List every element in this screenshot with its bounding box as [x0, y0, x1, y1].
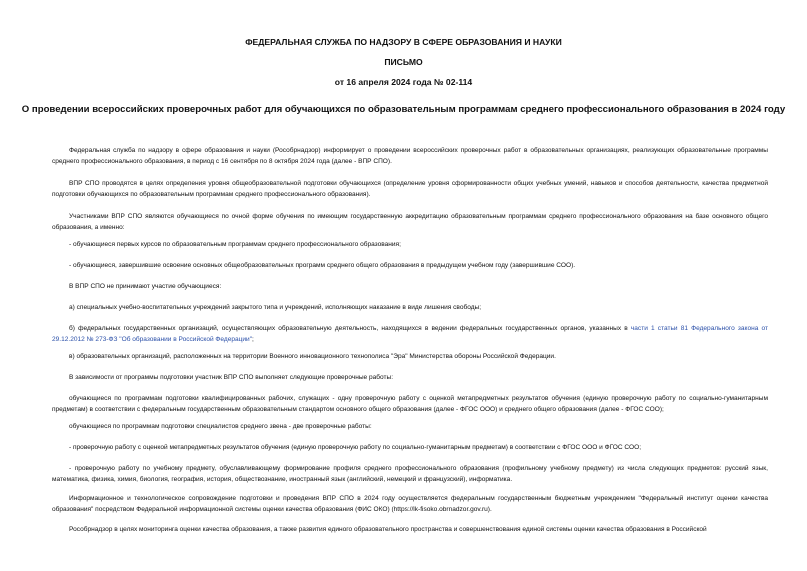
- paragraph-meta-work: - проверочную работу с оценкой метапредметных результатов обучения (единую проверочную работу по социально-гуманитарным предметам) в соответствии с ФГОС ООО и ФГОС СОО;: [69, 444, 642, 451]
- paragraph-item-b: [52, 323, 768, 345]
- paragraph-item-v: в) образовательных организаций, расположенных на территории Военного инновационного технополиса "Эра" Министерства обороны Российской Федерации.: [69, 353, 556, 360]
- paragraph-workers: обучающиеся по программам подготовки квалифицированных рабочих, служащих - одну проверочную работу с оценкой метапредметных результатов обучения (единую проверочную работу по социально-гуманитарным предметам) в соответствии с федеральным государственным образовательным стандартом основного общего образования (далее - ФГОС ООО) и среднего общего образования (далее - ФГОС СОО);: [52, 395, 768, 413]
- paragraph-subject-work: - проверочную работу по учебному предмету, обуславливающему формирование профиля среднего профессионального образования (профильному учебному предмету) из числа следующих предметов: русский язык, математика, физика, химия, биология, география, история, обществознание, иностранный язык (английский, немецкий и французский), информатика.: [52, 465, 768, 483]
- item-b-text: б) федеральных государственных организаций, осуществляющих образовательную деятельность, находящихся в ведении федеральных государственных органов, указанных в: [69, 325, 628, 332]
- paragraph-info-support: Информационное и технологическое сопровождение подготовки и проведения ВПР СПО в 2024 году осуществляется федеральным государственным бюджетным учреждением "Федеральный институт оценки качества образования" посредством Федеральной информационной системы оценки качества образования (ФИС ОКО) (https://lk-fisoko.obrnadzor.gov.ru).: [52, 495, 768, 513]
- agency-name: ФЕДЕРАЛЬНАЯ СЛУЖБА ПО НАДЗОРУ В СФЕРЕ ОБРАЗОВАНИЯ И НАУКИ: [245, 37, 562, 47]
- item-b-tail: ;: [252, 336, 254, 343]
- paragraph-item-a: а) специальных учебно-воспитательных учреждений закрытого типа и учреждений, исполняющих наказание в виде лишения свободы;: [69, 304, 482, 311]
- document-type: ПИСЬМО: [384, 57, 423, 67]
- paragraph-specialists: обучающиеся по программам подготовки специалистов среднего звена - две проверочные работы:: [69, 423, 372, 430]
- paragraph-purpose: ВПР СПО проводятся в целях определения уровня общеобразовательной подготовки обучающихся (определение уровня сформированности общих учебных умений, навыков и способов деятельности, качества предметной подготовки обучающихся по образовательным программам среднего профессионального образования).: [52, 180, 768, 198]
- paragraph-intro: Федеральная служба по надзору в сфере образования и науки (Рособрнадзор) информирует о проведении всероссийских проверочных работ в образовательных организациях, реализующих образовательные программы среднего профессионального образования, в период с 16 сентября по 8 октября 2024 года (далее - ВПР СПО).: [52, 147, 768, 165]
- paragraph-first-year: - обучающиеся первых курсов по образовательным программам среднего профессионального образования;: [69, 241, 401, 248]
- paragraph-completed-soo: - обучающиеся, завершившие освоение основных общеобразовательных программ среднего общего образования в предыдущем учебном году (завершившие СОО).: [69, 262, 576, 269]
- paragraph-participants: Участниками ВПР СПО являются обучающиеся по очной форме обучения по имеющим государственную аккредитацию образовательным программам среднего профессионального образования на базе основного общего образования, а именно:: [52, 213, 768, 231]
- paragraph-monitoring: Рособрнадзор в целях мониторинга оценки качества образования, а также развития единого образовательного пространства и совершенствования единой системы оценки качества образования в Российской: [69, 526, 707, 533]
- document-title: О проведении всероссийских проверочных работ для обучающихся по образовательным программам среднего профессионального образования в 2024 году: [21, 104, 786, 115]
- paragraph-programs: В зависимости от программы подготовки участник ВПР СПО выполняет следующие проверочные работы:: [69, 374, 394, 381]
- document-date-number: от 16 апреля 2024 года № 02-114: [334, 77, 473, 87]
- paragraph-not-participating: В ВПР СПО не принимают участие обучающиеся:: [69, 283, 222, 290]
- law-link[interactable]: части 1 статьи 81 Федерального закона от 29.12.2012 № 273-ФЗ "Об образовании в Российской Федерации": [52, 325, 768, 343]
